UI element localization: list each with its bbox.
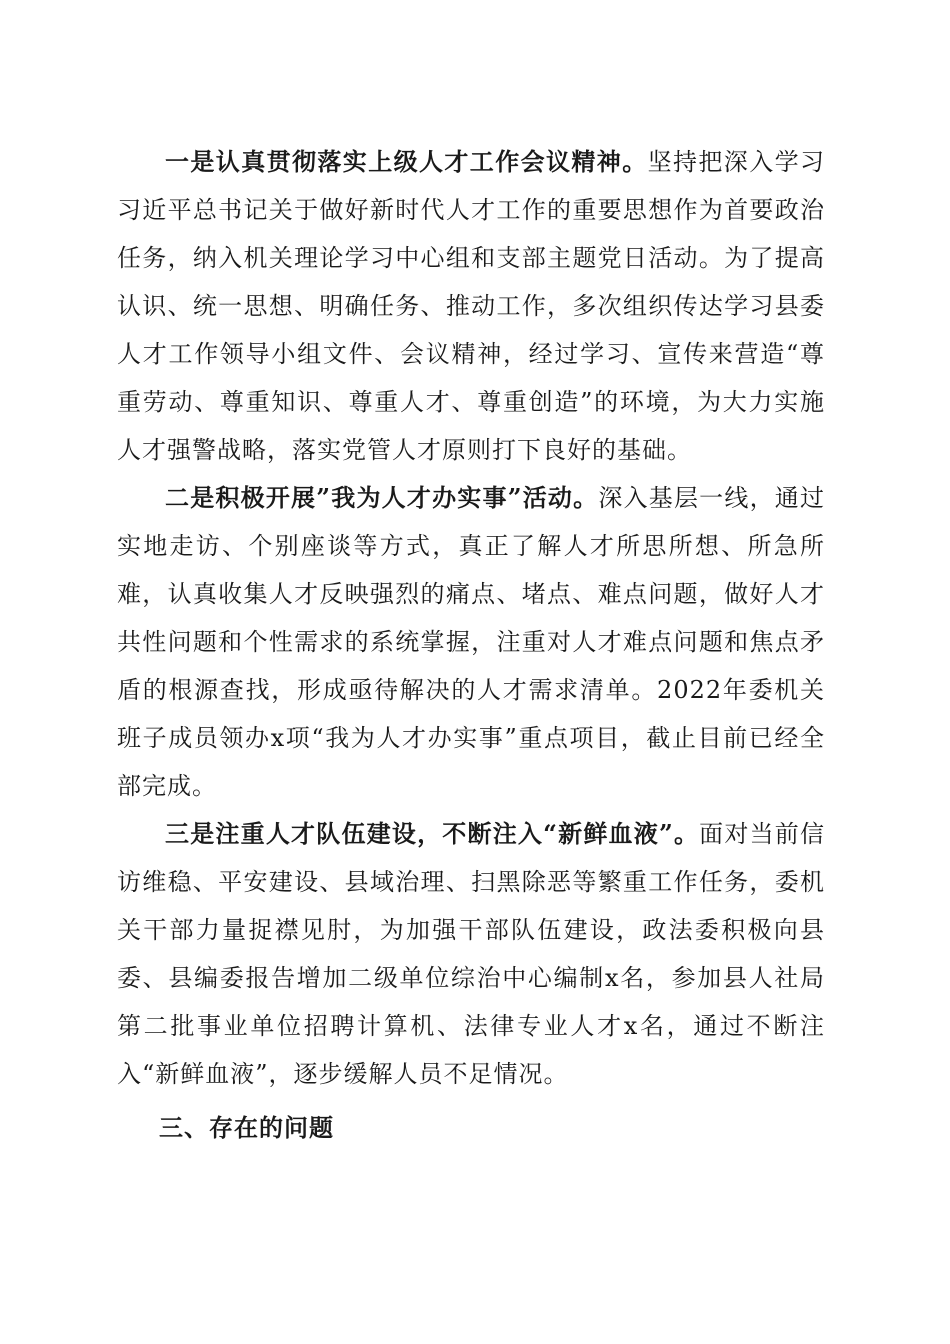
paragraph-body: 面对当前信访维稳、平安建设、县域治理、扫黑除恶等繁重工作任务，委机关干部力量捉襟见肘，为加强干部队伍建设，政法委积极向县委、县编委报告增加二级单位综治中心编制x名，参加县人社局第二批事业单位招聘计算机、法律专业人才x名，通过不断注入“新鲜血液”，逐步缓解人员不足情况。 — [117, 820, 826, 1088]
paragraph-talent-meeting-spirit — [117, 138, 825, 474]
document-body — [117, 138, 825, 1152]
paragraph-practical-activities — [117, 474, 825, 810]
paragraph-body: 深入基层一线，通过实地走访、个别座谈等方式，真正了解人才所思所想、所急所难，认真收集人才反映强烈的痛点、堵点、难点问题，做好人才共性问题和个性需求的系统掌握，注重对人才难点问题和焦点矛盾的根源查找，形成亟待解决的人才需求清单。2022年委机关班子成员领办x项“我为人才办实事”重点项目，截止目前已经全部完成。 — [117, 484, 826, 800]
paragraph-lead: 三是注重人才队伍建设，不断注入“新鲜血液”。 — [165, 819, 700, 848]
paragraph-body: 坚持把深入学习习近平总书记关于做好新时代人才工作的重要思想作为首要政治任务，纳入机关理论学习中心组和支部主题党日活动。为了提高认识、统一思想、明确任务、推动工作，多次组织传达学习县委人才工作领导小组文件、会议精神，经过学习、宣传来营造“尊重劳动、尊重知识、尊重人才、尊重创造”的环境，为大力实施人才强警战略，落实党管人才原则打下良好的基础。 — [117, 148, 826, 464]
paragraph-team-building — [117, 810, 825, 1098]
paragraph-lead: 二是积极开展”我为人才办实事”活动。 — [165, 483, 599, 512]
section-heading: 三、存在的问题 — [159, 1114, 334, 1142]
paragraph-lead: 一是认真贯彻落实上级人才工作会议精神。 — [165, 147, 648, 176]
